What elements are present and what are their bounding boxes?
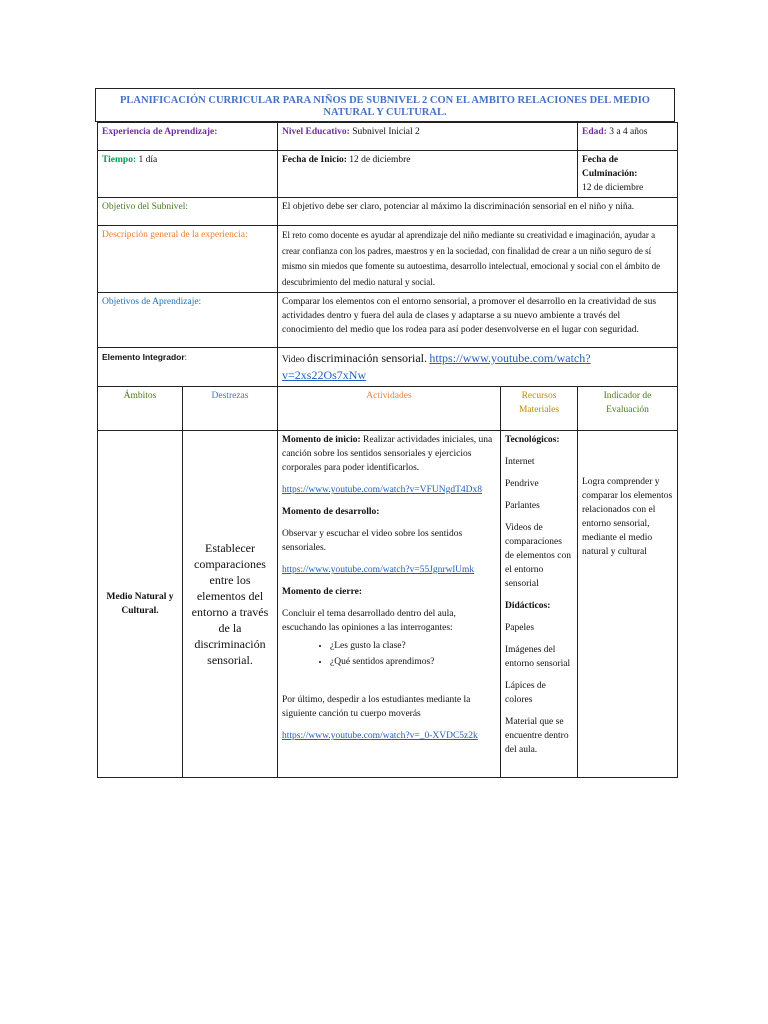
planning-table <box>97 122 678 778</box>
header-destrezas: Destrezas <box>183 387 278 431</box>
learning-objectives-label-cell <box>98 293 278 348</box>
header-actividades: Actividades <box>278 387 501 431</box>
learning-objectives-label: Objetivos de Aprendizaje: <box>102 297 202 307</box>
farewell-link[interactable]: https://www.youtube.com/watch?v=_0-XVDC5z2k <box>282 731 478 741</box>
end-date-value: 12 de diciembre <box>582 183 644 193</box>
integrator-label: Elemento Integrador <box>102 352 185 362</box>
indicator-cell <box>578 431 678 778</box>
resources-cell <box>501 431 578 778</box>
education-level-label: Nivel Educativo: <box>282 127 350 137</box>
resource-item: Papeles <box>505 623 535 633</box>
objective-value: El objetivo debe ser claro, potenciar al máximo la discriminación sensorial en el niño y niña. <box>278 198 678 226</box>
destreza-cell: Establecer comparaciones entre los elementos del entorno a través de la discriminación sensorial. <box>183 431 278 778</box>
activities-cell <box>278 431 501 778</box>
integrator-video-word: Video <box>282 355 305 365</box>
resource-item: Parlantes <box>505 501 540 511</box>
description-value: El reto como docente es ayudar al aprendizaje del niño mediante su creatividad e imaginación, ayudar a crear confianza con los padres, maestros y en la sociedad, con finalidad de crear a un niño seguro de sí mismo sin miedos que fomente su autoestima, desarrollo intelectual, emocional y social con el ámbito de descubrimiento del medio natural y social. <box>278 226 678 293</box>
integrator-video-link[interactable]: https://www.youtube.com/watch?v=2xs22Os7xNw <box>282 351 591 382</box>
integrator-colon: : <box>184 352 188 362</box>
description-label: Descripción general de la experiencia: <box>102 230 248 240</box>
didactic-resources-label: Didácticos: <box>505 601 551 611</box>
document-title: PLANIFICACIÓN CURRICULAR PARA NIÑOS DE SUBNIVEL 2 CON EL AMBITO RELACIONES DEL MEDIO NATURAL Y CULTURAL. <box>95 88 675 122</box>
resource-item: Imágenes del entorno sensorial <box>505 645 571 669</box>
start-date-cell <box>278 151 578 198</box>
integrator-value-cell <box>278 348 678 387</box>
age-cell <box>578 123 678 151</box>
age-value: 3 a 4 años <box>609 127 648 137</box>
closing-question: • ¿Les gusto la clase? <box>330 639 496 653</box>
start-date-label: Fecha de Inicio: <box>282 155 347 165</box>
header-recursos: Recursos Materiales <box>501 387 578 431</box>
integrator-video-text: discriminación sensorial. <box>307 351 428 365</box>
start-date-value: 12 de diciembre <box>349 155 411 165</box>
education-level-value: Subnivel Inicial 2 <box>352 127 420 137</box>
learning-objectives-value: Comparar los elementos con el entorno sensorial, a promover el desarrollo en la creatividad de sus actividades dentro y fuera del aula de clases y adaptarse a su nuevo ambiente a través del conocimiento del medio que los rodea para así poder desenvolverse en el lugar con seguridad. <box>278 293 678 348</box>
development-moment-label: Momento de desarrollo: <box>282 507 380 517</box>
experience-label-cell <box>98 123 278 151</box>
start-moment-link[interactable]: https://www.youtube.com/watch?v=VFUNgdT4Dx8 <box>282 485 482 495</box>
development-moment-link[interactable]: https://www.youtube.com/watch?v=55JgnrwlUmk <box>282 565 475 575</box>
time-value: 1 día <box>138 155 158 165</box>
header-ambitos: Ámbitos <box>98 387 183 431</box>
time-label: Tiempo: <box>102 155 137 165</box>
education-level-cell <box>278 123 578 151</box>
description-label-cell <box>98 226 278 293</box>
header-indicador: Indicador de Evaluación <box>578 387 678 431</box>
closing-moment-label: Momento de cierre: <box>282 587 363 597</box>
start-moment-label: Momento de inicio: <box>282 435 361 445</box>
resource-item: Lápices de colores <box>505 681 546 705</box>
integrator-label-cell <box>98 348 278 387</box>
time-cell <box>98 151 278 198</box>
tech-resources-label: Tecnológicos: <box>505 435 560 445</box>
end-date-label: Fecha de Culminación: <box>582 155 638 179</box>
closing-moment-text: Concluir el tema desarrollado dentro del aula, escuchando las opiniones a las interrogantes: <box>282 609 456 633</box>
ambito-cell: Medio Natural y Cultural. <box>98 431 183 778</box>
experience-label: Experiencia de Aprendizaje: <box>102 127 218 137</box>
development-moment-text: Observar y escuchar el video sobre los sentidos sensoriales. <box>282 529 463 553</box>
objective-label: Objetivo del Subnivel: <box>102 202 189 212</box>
age-label: Edad: <box>582 127 607 137</box>
resource-item: Pendrive <box>505 479 539 489</box>
resource-item: Material que se encuentre dentro del aula. <box>505 717 569 755</box>
closing-question: • ¿Qué sentidos aprendimos? <box>330 655 496 669</box>
start-moment-text: Realizar actividades iniciales, una canción sobre los sentidos sensoriales y ejercicios corporales para poder identificarlos. <box>282 435 493 473</box>
closing-questions-list <box>282 639 496 669</box>
start-moment <box>282 433 496 475</box>
objective-label-cell <box>98 198 278 226</box>
resource-item: Internet <box>505 457 535 467</box>
end-date-cell <box>578 151 678 198</box>
farewell-text: Por último, despedir a los estudiantes mediante la siguiente canción tu cuerpo moverás <box>282 695 471 719</box>
resource-item: Videos de comparaciones de elementos con el entorno sensorial <box>505 523 571 589</box>
indicator-text: Logra comprender y comparar los elementos relacionados con el entorno sensorial, mediante el medio natural y cultural <box>582 477 673 557</box>
